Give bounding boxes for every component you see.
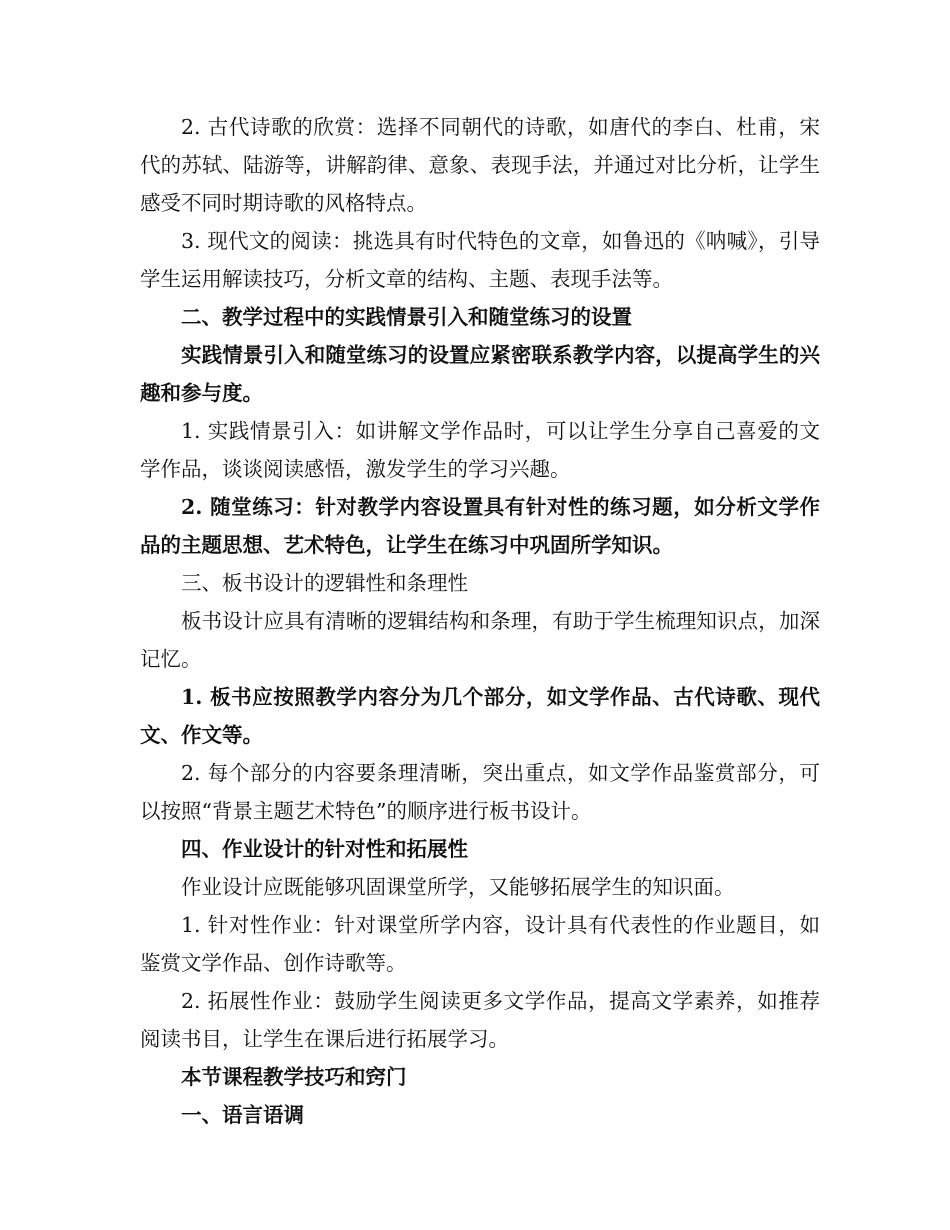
paragraph-scenario-intro: 1. 实践情景引入：如讲解文学作品时，可以让学生分享自己喜爱的文学作品，谈谈阅读感悟，激发学生的学习兴趣。: [140, 419, 820, 481]
section-heading-practice: 二、教学过程中的实践情景引入和随堂练习的设置: [181, 305, 632, 329]
document-page: [140, 108, 820, 1134]
paragraph-blackboard-intro: 板书设计应具有清晰的逻辑结构和条理，有助于学生梳理知识点，加深记忆。: [140, 609, 820, 671]
paragraph-poetry-appreciation: 2. 古代诗歌的欣赏：选择不同朝代的诗歌，如唐代的李白、杜甫，宋代的苏轼、陆游等，讲解韵律、意象、表现手法，并通过对比分析，让学生感受不同时期诗歌的风格特点。: [140, 115, 820, 215]
paragraph-blackboard-clarity: 2. 每个部分的内容要条理清晰，突出重点，如文学作品鉴赏部分，可以按照“背景主题艺术特色”的顺序进行板书设计。: [140, 761, 820, 823]
paragraph-homework-intro: 作业设计应既能够巩固课堂所学，又能够拓展学生的知识面。: [181, 875, 735, 899]
paragraph-blackboard-parts: 1. 板书应按照教学内容分为几个部分，如文学作品、古代诗歌、现代文、作文等。: [140, 685, 820, 747]
section-heading-language-tone: 一、语言语调: [181, 1103, 304, 1127]
paragraph-modern-reading: 3. 现代文的阅读：挑选具有时代特色的文章，如鲁迅的《呐喊》，引导学生运用解读技巧，分析文章的结构、主题、表现手法等。: [140, 229, 820, 291]
section-heading-homework: 四、作业设计的针对性和拓展性: [181, 837, 468, 861]
paragraph-extended-homework: 2. 拓展性作业：鼓励学生阅读更多文学作品，提高文学素养，如推荐阅读书目，让学生在课后进行拓展学习。: [140, 989, 820, 1051]
paragraph-targeted-homework: 1. 针对性作业：针对课堂所学内容，设计具有代表性的作业题目，如鉴赏文学作品、创作诗歌等。: [140, 913, 820, 975]
heading-teaching-tips: 本节课程教学技巧和窍门: [181, 1065, 407, 1089]
paragraph-practice-intro: 实践情景引入和随堂练习的设置应紧密联系教学内容，以提高学生的兴趣和参与度。: [140, 343, 820, 405]
section-heading-blackboard: 三、板书设计的逻辑性和条理性: [181, 571, 468, 595]
paragraph-classroom-exercise: 2. 随堂练习：针对教学内容设置具有针对性的练习题，如分析文学作品的主题思想、艺术特色，让学生在练习中巩固所学知识。: [140, 495, 820, 557]
